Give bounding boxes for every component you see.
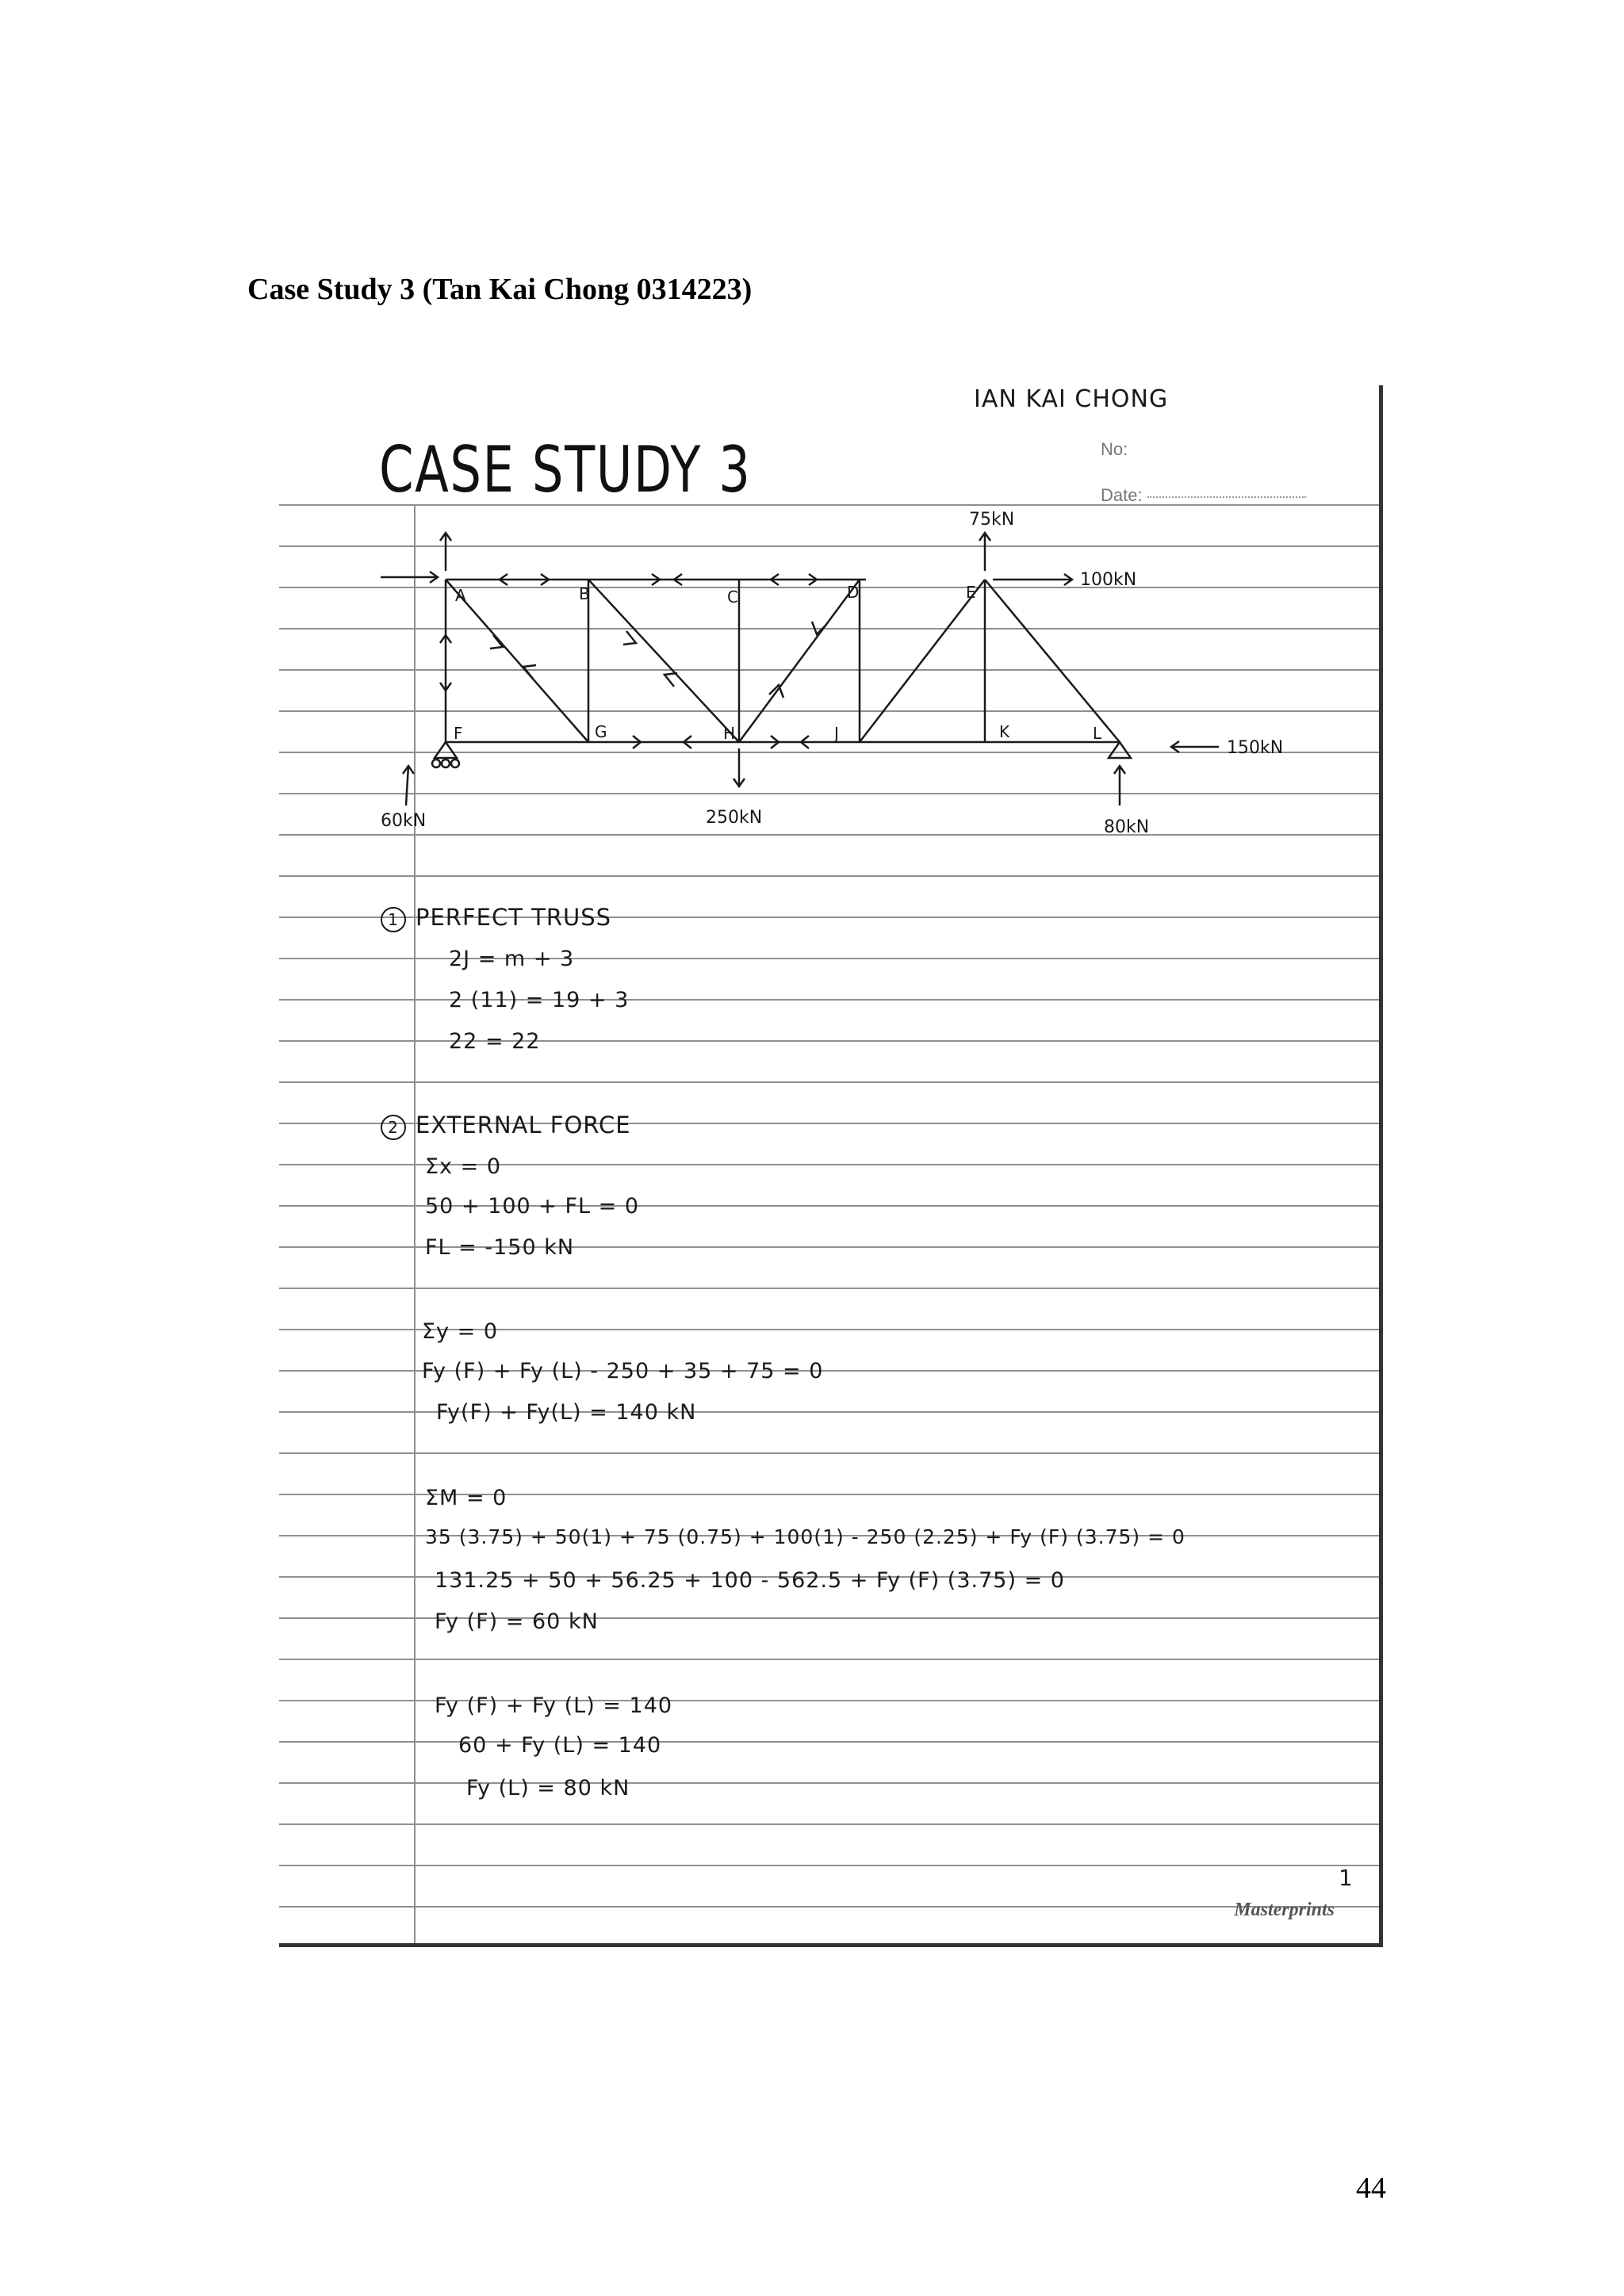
member-el [985, 580, 1120, 742]
calc-line: ΣM = 0 [425, 1486, 508, 1510]
node-label: L [1093, 724, 1102, 743]
arrow-mark [665, 673, 677, 687]
load-label: 250kN [706, 808, 763, 828]
scanned-notepaper [279, 385, 1383, 1947]
roller-support-icon [435, 742, 457, 758]
ruled-line [279, 958, 1379, 959]
section-title: PERFECT TRUSS [416, 904, 612, 931]
document-title: Case Study 3 (Tan Kai Chong 0314223) [247, 273, 753, 306]
calc-line: 131.25 + 50 + 56.25 + 100 - 562.5 + Fy (F) (3.75) = 0 [435, 1568, 1065, 1593]
ruled-line [279, 1741, 1379, 1743]
load-label: 80kN [1104, 817, 1150, 837]
roller-wheel [442, 760, 450, 767]
member-ag [446, 580, 588, 742]
node-label: C [727, 587, 738, 607]
section-1-heading [381, 904, 611, 932]
ruled-line [279, 1452, 1379, 1454]
load-label: 75kN [969, 510, 1015, 530]
section-2-heading [381, 1112, 631, 1140]
ruled-line [279, 999, 1379, 1001]
node-label: F [454, 724, 463, 743]
notepaper-heading: CASE STUDY 3 [379, 433, 752, 507]
node-label: B [579, 584, 590, 603]
calc-line: 22 = 22 [449, 1029, 541, 1054]
ruled-line [279, 875, 1379, 877]
node-label: G [595, 722, 607, 741]
node-labels [454, 583, 1102, 743]
node-label: J [834, 724, 839, 743]
ruled-line [279, 1081, 1379, 1083]
load-label: 60kN [381, 811, 427, 831]
load-labels [381, 510, 1283, 837]
calc-line: FL = -150 kN [425, 1235, 575, 1260]
section-title: EXTERNAL FORCE [416, 1112, 631, 1138]
ruled-line [279, 1823, 1379, 1825]
no-label: No: [1101, 439, 1128, 459]
date-dotted-line [1147, 496, 1306, 498]
calc-line: Fy (L) = 80 kN [466, 1776, 630, 1800]
member-hd [739, 580, 860, 742]
load-label: 100kN [1080, 570, 1137, 590]
node-label: H [723, 724, 736, 743]
notepaper-brand-logo: Masterprints [1234, 1900, 1335, 1920]
calc-line: Fy(F) + Fy(L) = 140 kN [436, 1400, 697, 1425]
node-label: E [966, 583, 976, 602]
calc-line: Fy (F) = 60 kN [435, 1609, 599, 1634]
notepaper-page-mark: 1 [1339, 1865, 1354, 1891]
load-label: 150kN [1227, 738, 1284, 758]
roller-wheel [432, 760, 440, 767]
member-bh [588, 580, 739, 742]
truss-diagram [279, 504, 1383, 853]
calc-line: Σy = 0 [422, 1319, 499, 1344]
page-number: 44 [1356, 2172, 1386, 2205]
ruled-line [279, 1865, 1379, 1866]
calc-line: 2 (11) = 19 + 3 [449, 988, 630, 1012]
arrow-mark [812, 622, 826, 634]
calc-line: 60 + Fy (L) = 140 [458, 1733, 662, 1758]
arrow-shaft [406, 766, 408, 806]
ruled-line [279, 1782, 1379, 1784]
truss-members [446, 580, 1120, 742]
roller-wheel [451, 760, 459, 767]
ruled-line [279, 1288, 1379, 1289]
section-number: 2 [381, 1115, 406, 1140]
node-label: K [999, 722, 1010, 741]
section-number: 1 [381, 907, 406, 932]
ruled-line [279, 1659, 1379, 1660]
calc-line: Fy (F) + Fy (L) - 250 + 35 + 75 = 0 [422, 1359, 824, 1383]
calc-line: Σx = 0 [425, 1154, 502, 1179]
calc-line: 2J = m + 3 [449, 947, 575, 971]
node-label: A [455, 586, 466, 605]
arrow-mark [623, 631, 636, 645]
member-je [860, 580, 985, 742]
ruled-line [279, 1040, 1379, 1042]
calc-line: Fy (F) + Fy (L) = 140 [435, 1693, 673, 1718]
calc-line: 35 (3.75) + 50(1) + 75 (0.75) + 100(1) - 250 (2.25) + Fy (F) (3.75) = 0 [425, 1525, 1185, 1548]
calc-line: 50 + 100 + FL = 0 [425, 1194, 640, 1219]
pin-support-icon [1109, 742, 1131, 758]
author-name: IAN KAI CHONG [974, 385, 1169, 413]
supports [432, 742, 1131, 767]
node-label: D [847, 583, 860, 602]
ruled-line [279, 1906, 1379, 1908]
date-label: Date: [1101, 485, 1143, 505]
member-force-arrows [440, 574, 826, 748]
